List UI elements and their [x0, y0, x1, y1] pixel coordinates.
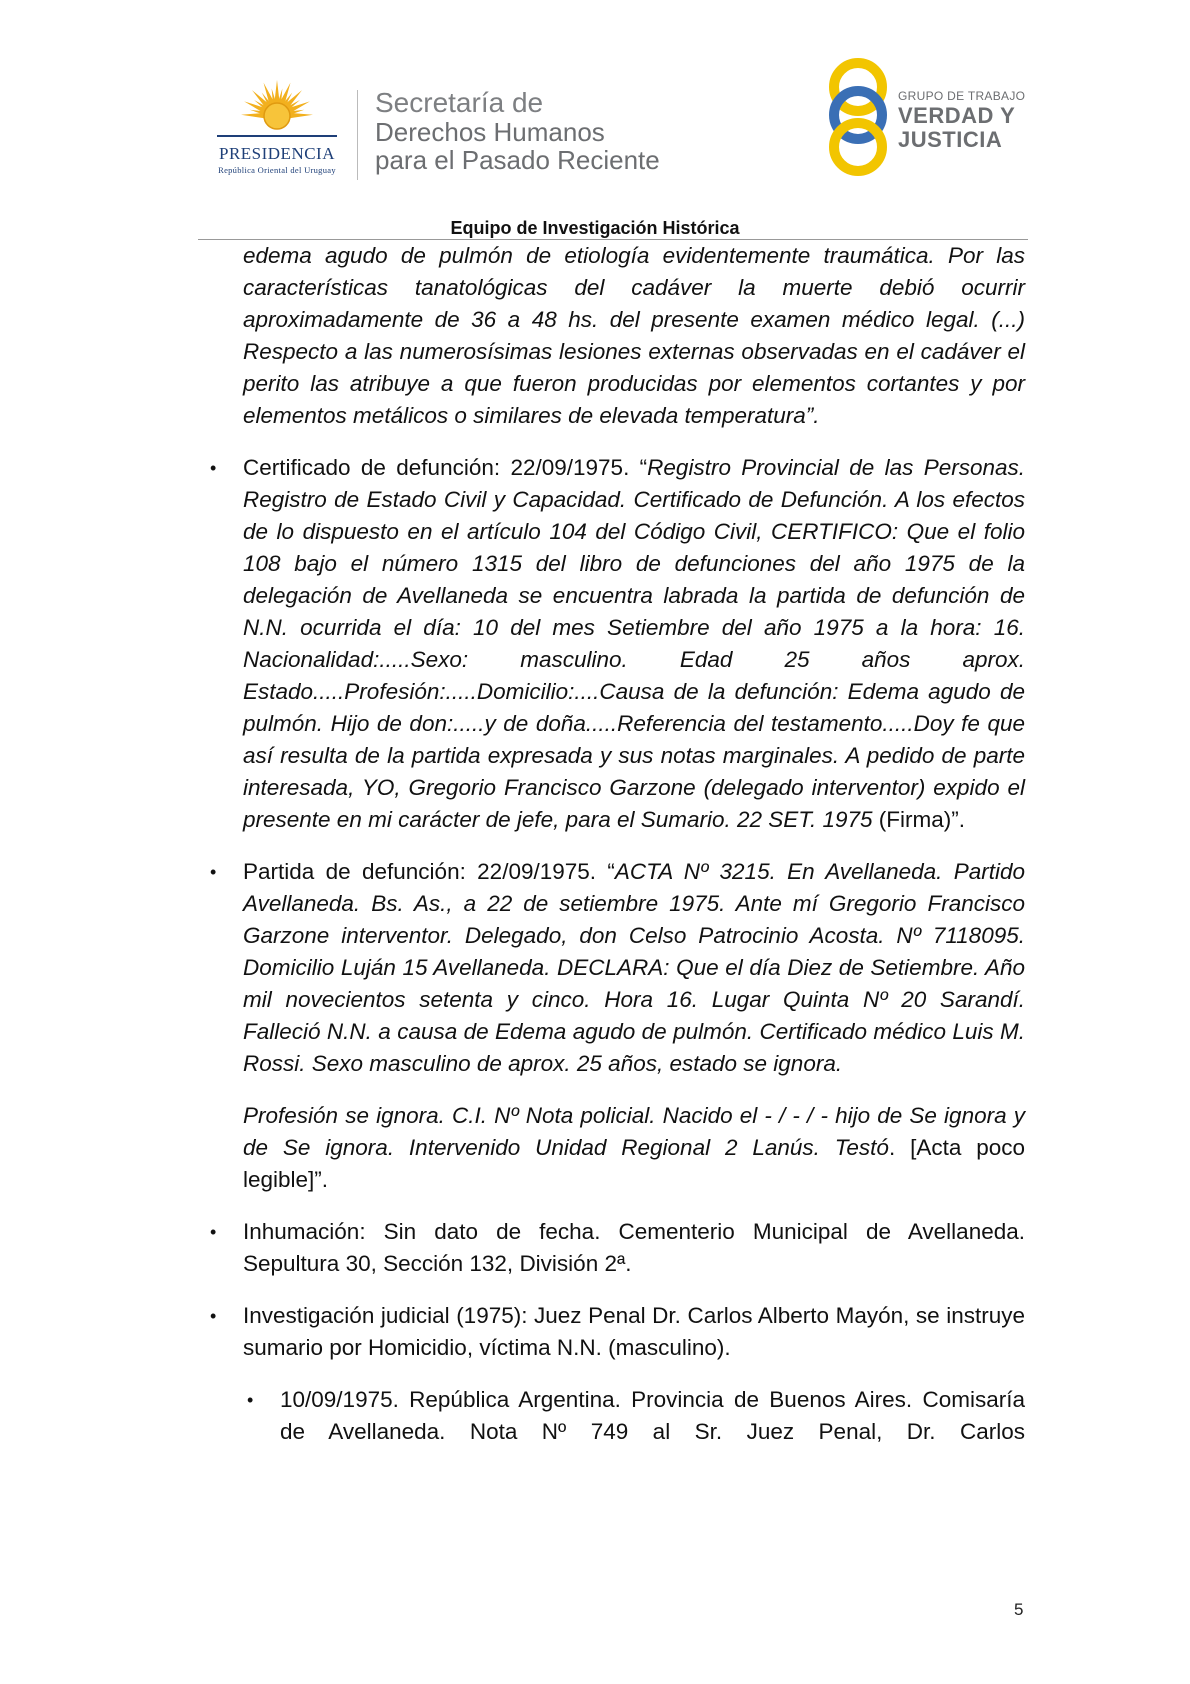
- page-number: 5: [1014, 1600, 1024, 1619]
- secretaria-title: [375, 88, 715, 174]
- bullet-marker: •: [210, 1222, 217, 1242]
- secretaria-line-2: Derechos Humanos: [375, 117, 605, 147]
- item-label: Certificado de defunción: 22/09/1975. “: [243, 455, 648, 480]
- bullet-marker: •: [210, 458, 217, 478]
- paragraph-medical-report: edema agudo de pulmón de etiología evidentemente traumática. Por las características tanatológicas del cadáver la muerte debió ocurrir aproximadamente de 36 a 48 hs. del presente examen médico legal. (...) Respecto a las numerosísimas lesiones externas observadas en el cadáver el perito las atribuye a que fueron producidas por elementos cortantes y por elementos metálicos o similares de elevada temperatura”.: [243, 243, 1025, 428]
- item-tail: (Firma)”.: [872, 807, 966, 832]
- gtvj-small-text: GRUPO DE TRABAJO: [898, 89, 1026, 103]
- paragraph-partida-cont: [243, 1100, 1025, 1196]
- page-header: [0, 0, 1190, 240]
- verdad-justicia-logo: [818, 55, 1028, 180]
- sub-list-item-nota: [247, 1384, 1025, 1448]
- paragraph-tail: . [Acta poco legible]”.: [243, 1135, 1025, 1192]
- presidencia-logo: [197, 78, 357, 178]
- secretaria-line-3: para el Pasado Reciente: [375, 145, 660, 175]
- presidencia-subtitle: República Oriental del Uruguay: [218, 165, 336, 175]
- header-divider: [357, 90, 358, 180]
- paragraph-quote: Profesión se ignora. C.I. Nº Nota policial. Nacido el - / - / - hijo de Se ignora y de Se ignora. Intervenido Unidad Regional 2 Lanús. Testó: [243, 1103, 1025, 1160]
- list-item-text: [243, 856, 1025, 1080]
- list-item-text: [243, 452, 1025, 836]
- item-label: Partida de defunción: 22/09/1975. “: [243, 859, 615, 884]
- document-body: [210, 240, 1026, 1448]
- bullet-marker: •: [210, 1306, 217, 1326]
- presidencia-word: PRESIDENCIA: [218, 144, 335, 163]
- sun-emblem-icon: [197, 78, 357, 148]
- gtvj-line-2: JUSTICIA: [898, 127, 1003, 152]
- list-item-text: Investigación judicial (1975): Juez Penal Dr. Carlos Alberto Mayón, se instruye sumario por Homicidio, víctima N.N. (masculino).: [243, 1303, 1025, 1360]
- list-item-investigacion: [210, 1300, 1025, 1364]
- list-item-partida: [210, 856, 1026, 1080]
- list-item-inhumacion: [210, 1216, 1025, 1280]
- bullet-marker: •: [247, 1390, 254, 1410]
- item-quote: ACTA Nº 3215. En Avellaneda. Partido Avellaneda. Bs. As., a 22 de setiembre 1975. Ante mí Gregorio Francisco Garzone interventor. Delegado, don Celso Patrocinio Acosta. Nº 7118095. Domicilio Luján 15 Avellaneda. DECLARA: Que el día Diez de Setiembre. Año mil novecientos setenta y cinco. Hora 16. Lugar Quinta Nº 20 Sarandí. Falleció N.N. a causa de Edema agudo de pulmón. Certificado médico Luis M. Rossi. Sexo masculino de aprox. 25 años, estado se ignora.: [243, 859, 1026, 1076]
- linked-rings-icon: [818, 55, 898, 180]
- item-quote: Registro Provincial de las Personas. Registro de Estado Civil y Capacidad. Certificado de Defunción. A los efectos de lo dispuesto en el artículo 104 del Código Civil, CERTIFICO: Que el folio 108 bajo el número 1315 del libro de defunciones del año 1975 de la delegación de Avellaneda se encuentra labrada la partida de defunción de N.N. ocurrida el día: 10 del mes Setiembre del año 1975 a la hora: 16. Nacionalidad:.....Sexo: masculino. Edad 25 años aprox. Estado.....Profesión:.....Domicilio:....Causa de la defunción: Edema agudo de pulmón. Hijo de don:.....y de doña.....Referencia del testamento.....Doy fe que así resulta de la partida expresada y sus notas marginales. A pedido de parte interesada, YO, Gregorio Francisco Garzone (delegado interventor) expido el presente en mi carácter de jefe, para el Sumario. 22 SET. 1975: [243, 455, 1025, 832]
- gtvj-line-1: VERDAD Y: [898, 103, 1016, 128]
- team-title: Equipo de Investigación Histórica: [450, 218, 740, 238]
- list-item-text: Inhumación: Sin dato de fecha. Cementerio Municipal de Avellaneda. Sepultura 30, Sección 132, División 2ª.: [243, 1219, 1025, 1276]
- list-item-certificado: [210, 452, 1025, 836]
- list-item-text: 10/09/1975. República Argentina. Provincia de Buenos Aires. Comisaría de Avellaneda. Nota Nº 749 al Sr. Juez Penal, Dr. Carlos: [280, 1387, 1025, 1444]
- bullet-marker: •: [210, 862, 217, 882]
- secretaria-line-1: Secretaría de: [375, 87, 544, 118]
